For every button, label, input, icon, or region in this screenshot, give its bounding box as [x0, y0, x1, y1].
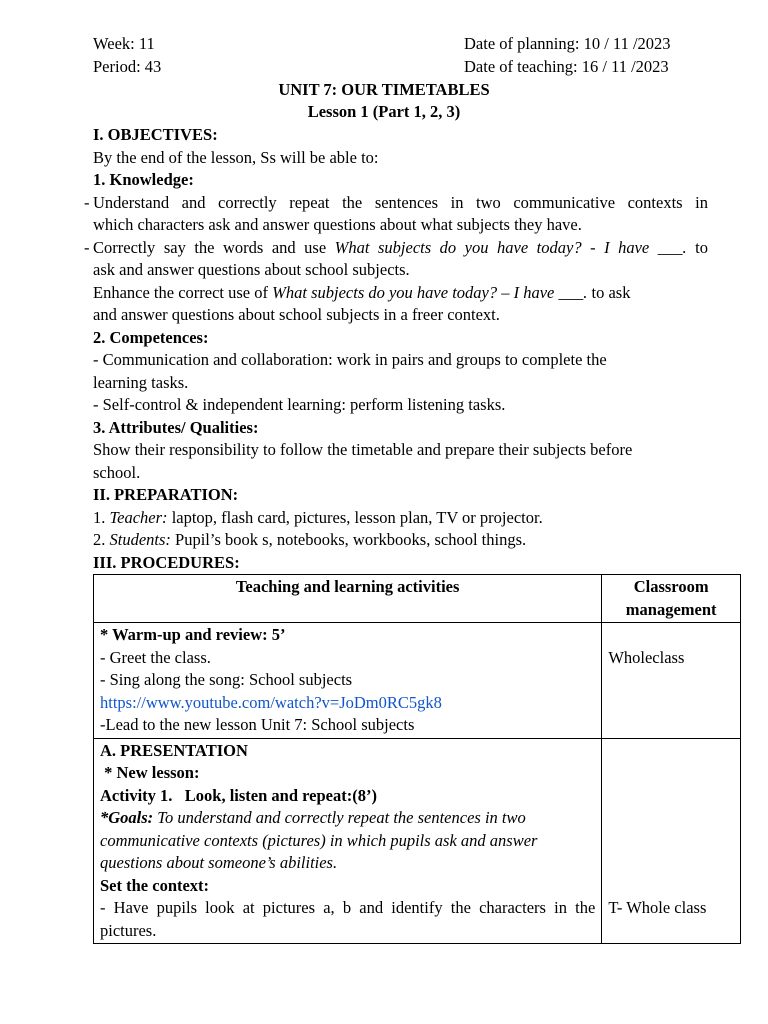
procedures-table: [93, 574, 741, 944]
table-row: [94, 623, 741, 739]
date-of-planning: Date of planning: 10 / 11 /2023: [464, 34, 671, 53]
competence-item-2: - Self-control & independent learning: perform listening tasks.: [93, 395, 506, 414]
competences-heading: 2. Competences:: [93, 328, 209, 347]
attributes-heading: 3. Attributes/ Qualities:: [93, 418, 259, 437]
presentation-title: A. PRESENTATION: [100, 740, 248, 760]
table-header-row: [94, 575, 741, 623]
warmup-management-cell: [602, 623, 741, 739]
goals-line-3: questions about someone’s abilities.: [100, 853, 338, 872]
date-of-teaching: Date of teaching: 16 / 11 /2023: [464, 57, 669, 76]
have-pupils-line-1: - Have pupils look at pictures a, b and identify the characters in the: [100, 898, 596, 917]
knowledge-item-2-line-2: ask and answer questions about school subjects.: [93, 260, 410, 279]
knowledge-item-3-line-2: and answer questions about school subjects in a freer context.: [93, 305, 500, 324]
objectives-heading: I. OBJECTIVES:: [93, 125, 218, 144]
table-row: [94, 738, 741, 944]
knowledge-item-3-line-1: Enhance the correct use of What subjects do you have today? – I have ___. to ask: [93, 283, 631, 302]
procedures-heading: III. PROCEDURES:: [93, 553, 240, 572]
goals-line-1: *Goals: To understand and correctly repeat the sentences in two: [100, 808, 526, 827]
song-link[interactable]: https://www.youtube.com/watch?v=JoDm0RC5gk8: [100, 692, 442, 712]
warmup-lead: -Lead to the new lesson Unit 7: School subjects: [100, 715, 415, 734]
warmup-greet: - Greet the class.: [100, 647, 211, 667]
attribute-item-line-2: school.: [93, 463, 141, 482]
have-pupils-line-2: pictures.: [100, 920, 157, 940]
preparation-heading: II. PREPARATION:: [93, 485, 239, 504]
set-context-label: Set the context:: [100, 875, 210, 895]
column-header-management: Classroom management: [602, 575, 741, 623]
competence-item-1-line-2: learning tasks.: [93, 373, 189, 392]
warmup-title: * Warm-up and review: 5’: [100, 625, 286, 644]
period-label: Period: 43: [93, 57, 162, 76]
competence-item-1-line-1: - Communication and collaboration: work in pairs and groups to complete the: [93, 350, 607, 369]
activity-title: Activity 1. Look, listen and repeat:(8’): [100, 785, 377, 805]
knowledge-item-2-line-1: Correctly say the words and use What subjects do you have today? - I have ___. to: [93, 238, 708, 257]
preparation-students: 2. Students: Pupil’s book s, notebooks, workbooks, school things.: [93, 530, 527, 549]
warmup-management: Wholeclass: [608, 647, 685, 667]
presentation-cell: [94, 738, 602, 944]
goals-line-2: communicative contexts (pictures) in which pupils ask and answer: [100, 830, 538, 850]
attribute-item-line-1: Show their responsibility to follow the timetable and prepare their subjects before: [93, 440, 633, 459]
bullet-dash: -: [84, 193, 90, 212]
warmup-cell: [94, 623, 602, 739]
presentation-management-cell: [602, 738, 741, 944]
knowledge-item-1-line-1: Understand and correctly repeat the sentences in two communicative contexts in: [93, 193, 708, 212]
preparation-teacher: 1. Teacher: laptop, flash card, pictures, lesson plan, TV or projector.: [93, 508, 543, 527]
knowledge-heading: 1. Knowledge:: [93, 170, 194, 189]
knowledge-item-1-line-2: which characters ask and answer questions about what subjects they have.: [93, 215, 582, 234]
unit-title: UNIT 7: OUR TIMETABLES: [278, 80, 490, 99]
objectives-intro: By the end of the lesson, Ss will be able to:: [93, 148, 379, 167]
lesson-title: Lesson 1 (Part 1, 2, 3): [307, 102, 461, 121]
presentation-management: T- Whole class: [608, 898, 707, 917]
new-lesson-label: * New lesson:: [100, 763, 200, 782]
column-header-activities: Teaching and learning activities: [94, 575, 602, 623]
week-label: Week: 11: [93, 34, 155, 53]
bullet-dash: -: [84, 238, 90, 257]
warmup-sing: - Sing along the song: School subjects: [100, 670, 353, 689]
